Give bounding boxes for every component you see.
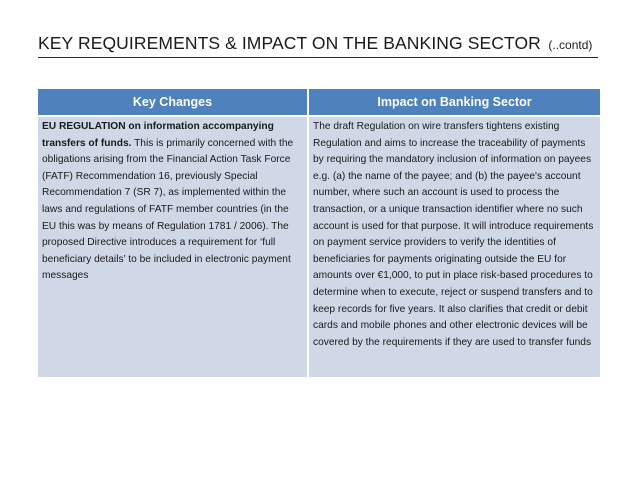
table-header-row bbox=[38, 89, 600, 116]
header-key-changes: Key Changes bbox=[38, 89, 308, 116]
requirements-table bbox=[38, 89, 600, 377]
key-changes-cell bbox=[38, 116, 308, 377]
slide-title-contd: (..contd) bbox=[548, 38, 593, 52]
key-changes-heading: EU REGULATION on information accompanying transfers of funds. bbox=[42, 121, 274, 149]
table-row bbox=[38, 116, 600, 377]
key-changes-text: This is primarily concerned with the obligations arising from the Financial Action Task Force (FATF) Recommendation 16, previously Special Recommendation 7 (SR 7), as implemented within the laws and regulations of FATF member countries (in the EU this was by means of Regulation 1781 / 2006). The proposed Directive introduces a requirement for ‘full beneficiary details’ to be included in electronic payment messages bbox=[42, 137, 294, 282]
impact-cell bbox=[308, 116, 600, 377]
impact-text: The draft Regulation on wire transfers tightens existing Regulation and aims to increase the traceability of payments by requiring the mandatory inclusion of information on payees e.g. (a) the name of the payee; and (b) the payee's account number, where such an account is used to process the transaction, or a unique transaction identifier where no such account is used for that purpose. It will introduce requirements on payment service providers to verify the identities of beneficiaries for payments originating outside the EU for amounts over €1,000, to put in place risk-based procedures to determine when to execute, reject or suspend transfers and to keep records for five years. It also clarifies that credit or debit cards and mobile phones and other electronic devices will be covered by the requirements if they are used to transfer funds bbox=[313, 121, 594, 348]
header-impact-banking-sector: Impact on Banking Sector bbox=[308, 89, 600, 116]
slide-title bbox=[38, 33, 598, 58]
slide-title-main: KEY REQUIREMENTS & IMPACT ON THE BANKING SECTOR bbox=[38, 33, 541, 53]
